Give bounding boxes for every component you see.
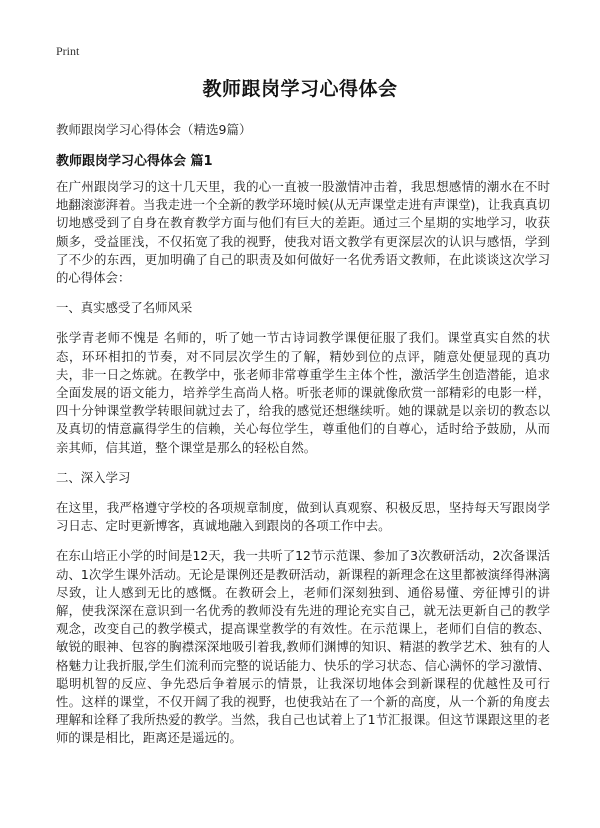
subheading-teacher-style: 一、真实感受了名师风采	[56, 300, 193, 316]
subheading-deep-learning: 二、深入学习	[56, 469, 131, 485]
paragraph-intro: 在广州跟岗学习的这十几天里，我的心一直被一股激情冲击着，我思想感情的潮水在不时地翻滚澎湃着。当我走进一个全新的教学环境时候(从无声课堂走进有声课堂)，让我真真切切地感受到了自身在教育教学方面与他们有巨大的差距。通过三个星期的实地学习，收获颇多，受益匪浅，不仅拓宽了我的视野，使我对语文教学有更深层次的认识与感悟，学到了不少的东西，更加明确了自己的职责及如何做好一名优秀语文教师，在此谈谈这次学习的心得体会：	[56, 179, 550, 286]
paragraph-school-experience: 在东山培正小学的时间是12天，我一共听了12节示范课、参加了3次教研活动，2次备课活动、1次学生课外活动。无论是课例还是教研活动，新课程的新理念在这里都被演绎得淋漓尽致，让人感到无比的感慨。在教研会上，老师们深刻独到、通俗易懂、旁征博引的讲解，使我深深在意识到一名优秀的教师没有先进的理论充实自己，就无法更新自己的教学观念，改变自己的教学模式，提高课堂教学的有效性。在示范课上，老师们自信的教态、敏锐的眼神、包容的胸襟深深地吸引着我,教师们渊博的知识、精湛的教学艺术、独有的人格魅力让我折服,学生们流利而完整的说话能力、快乐的学习状态、信心满怀的学习激情、聪明机智的反应、争先恐后争着展示的情景，让我深切地体会到新课程的优越性及可行性。这样的课堂，不仅开阔了我的视野，也使我站在了一个新的高度，从一个新的角度去理解和诠释了我所热爱的教学。当然，我自己也试着上了1节汇报课。但这节课跟这里的老师的课是相比，距离还是遥远的。	[56, 548, 550, 746]
section-heading: 教师跟岗学习心得体会 篇1	[56, 154, 213, 169]
paragraph-rules: 在这里，我严格遵守学校的各项规章制度，做到认真观察、积极反思，坚持每天写跟岗学习日志、定时更新博客，真诚地融入到跟岗的各项工作中去。	[56, 500, 550, 534]
print-link[interactable]: Print	[56, 44, 80, 58]
page-title: 教师跟岗学习心得体会	[202, 78, 398, 100]
paragraph-teacher-style: 张学青老师不愧是 名师的，听了她一节古诗词教学课便征服了我们。课堂真实自然的状态，环环相扣的节奏，对不同层次学生的了解，精妙到位的点评，随意处便显现的真功夫，非一日之炼就。在教学中，张老师非常尊重学生主体个性，激活学生创造潜能，追求全面发展的语文能力，培养学生高尚人格。听张老师的课就像欣赏一部精彩的电影一样，四十分钟课堂教学转眼间就过去了，给我的感觉还想继续听。她的课就是以亲切的教态以及真切的情意赢得学生的信赖，关心每位学生，尊重他们的自尊心，适时给予鼓励，从而亲其师，信其道，整个课堂是那么的轻松自然。	[56, 330, 550, 455]
article-body	[56, 178, 550, 760]
document-subtitle: 教师跟岗学习心得体会（精选9篇）	[56, 122, 252, 137]
